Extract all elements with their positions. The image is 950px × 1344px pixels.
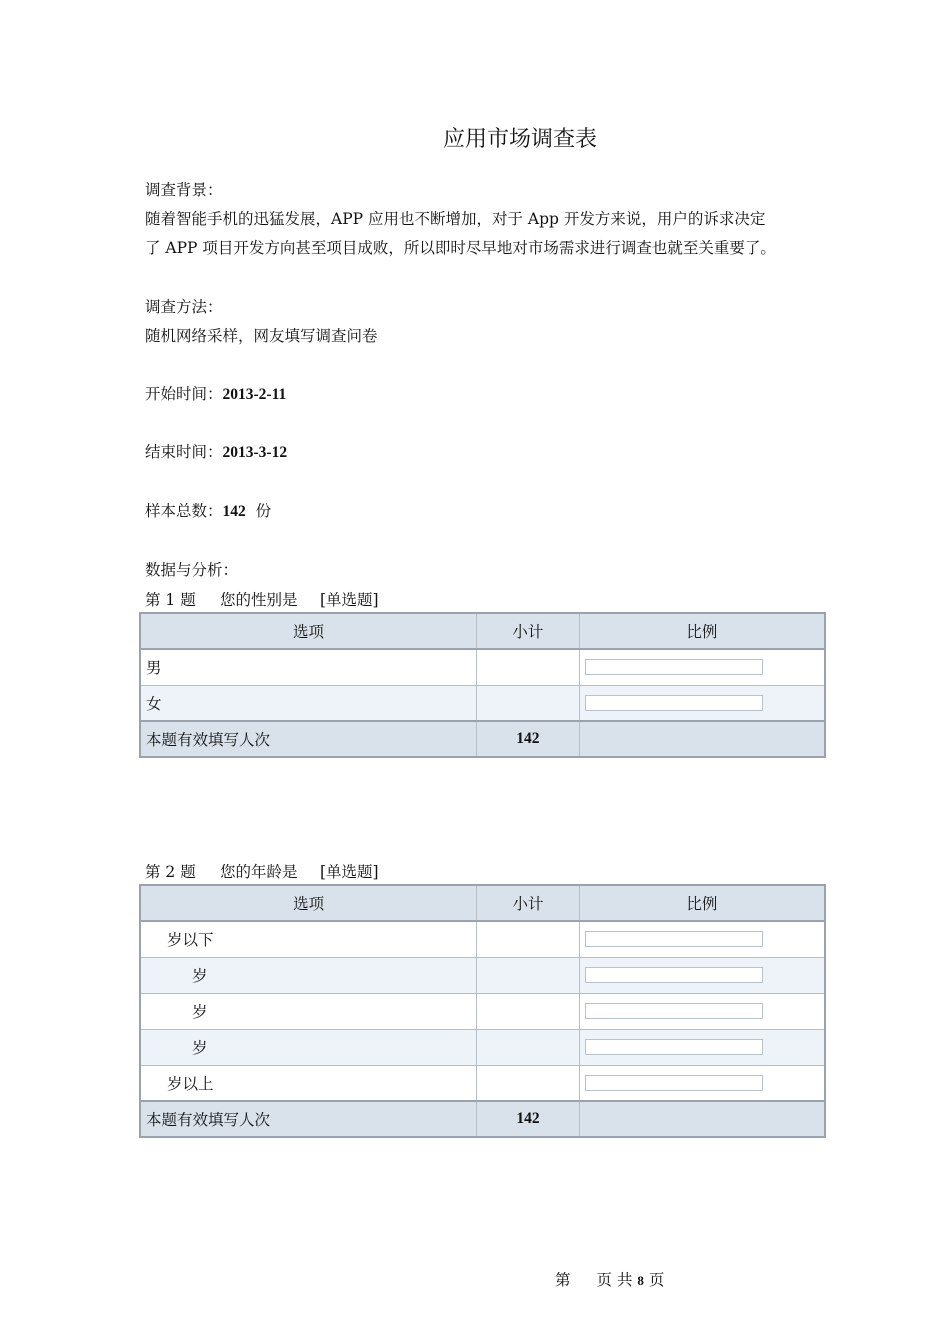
option-label: 岁	[140, 957, 477, 993]
ratio-cell	[579, 921, 825, 957]
ratio-cell	[579, 649, 825, 685]
table-row	[140, 1065, 825, 1101]
option-label: 岁以上	[140, 1065, 477, 1101]
option-label: 岁	[140, 1029, 477, 1065]
ratio-bar	[585, 1003, 763, 1019]
total-label: 本题有效填写人次	[140, 1101, 477, 1137]
question-1-text: 您的性别是	[220, 591, 298, 609]
start-time	[145, 380, 286, 409]
option-label: 男	[140, 649, 477, 685]
option-count	[477, 993, 580, 1029]
end-time-label: 结束时间：	[145, 443, 223, 461]
background-line-1: 随着智能手机的迅猛发展，APP 应用也不断增加，对于 App 开发方来说，用户的诉求决定	[145, 210, 766, 228]
option-label: 岁以下	[140, 921, 477, 957]
question-1-number: 第 1 题	[145, 591, 196, 609]
header-option: 选项	[140, 613, 477, 649]
page-title: 应用市场调查表	[442, 127, 597, 152]
table-row	[140, 685, 825, 721]
table-header-row	[140, 613, 825, 649]
start-time-label: 开始时间：	[145, 385, 223, 403]
header-ratio: 比例	[579, 885, 825, 921]
option-label: 女	[140, 685, 477, 721]
end-time-value: 2013-3-12	[222, 444, 288, 461]
ratio-bar	[585, 1039, 763, 1055]
header-ratio: 比例	[579, 613, 825, 649]
table-row	[140, 1029, 825, 1065]
option-label: 岁	[140, 993, 477, 1029]
analysis-label: 数据与分析：	[145, 561, 239, 579]
footer-middle: 页 共	[596, 1271, 633, 1289]
sample-total-unit: 份	[255, 502, 272, 520]
ratio-bar	[585, 931, 763, 947]
page-footer	[555, 1268, 664, 1290]
question-2-text: 您的年龄是	[220, 863, 298, 881]
sample-total-label: 样本总数：	[145, 502, 223, 520]
question-1-type: [单选题]	[320, 591, 379, 609]
background-line-2: 了 APP 项目开发方向甚至项目成败，所以即时尽早地对市场需求进行调查也就至关重要了。	[145, 239, 776, 257]
sample-total-value: 142	[222, 503, 246, 520]
header-count: 小计	[477, 613, 580, 649]
footer-prefix: 第	[555, 1271, 571, 1289]
method-section	[145, 293, 378, 351]
total-row	[140, 1101, 825, 1137]
option-count	[477, 649, 580, 685]
background-label: 调查背景：	[145, 181, 223, 199]
total-row	[140, 721, 825, 757]
ratio-bar	[585, 659, 763, 675]
question-2-header	[145, 860, 379, 882]
ratio-cell	[579, 993, 825, 1029]
ratio-bar	[585, 967, 763, 983]
method-text: 随机网络采样，网友填写调查问卷	[145, 327, 378, 345]
ratio-cell	[579, 957, 825, 993]
ratio-cell	[579, 685, 825, 721]
table-row	[140, 993, 825, 1029]
ratio-bar	[585, 695, 763, 711]
table-header-row	[140, 885, 825, 921]
option-count	[477, 685, 580, 721]
total-value: 142	[477, 1101, 580, 1137]
header-count: 小计	[477, 885, 580, 921]
question-2-type: [单选题]	[320, 863, 379, 881]
method-label: 调查方法：	[145, 298, 223, 316]
option-count	[477, 957, 580, 993]
option-count	[477, 921, 580, 957]
question-2-table	[139, 884, 826, 1138]
ratio-bar	[585, 1075, 763, 1091]
total-value: 142	[477, 721, 580, 757]
header-option: 选项	[140, 885, 477, 921]
table-row	[140, 957, 825, 993]
footer-total-pages: 8	[637, 1273, 644, 1288]
footer-suffix: 页	[648, 1271, 665, 1289]
sample-total	[145, 497, 271, 526]
ratio-cell	[579, 1029, 825, 1065]
option-count	[477, 1065, 580, 1101]
question-1-table	[139, 612, 826, 758]
start-time-value: 2013-2-11	[222, 386, 287, 403]
question-1-header	[145, 588, 379, 610]
option-count	[477, 1029, 580, 1065]
table-row	[140, 649, 825, 685]
question-2-number: 第 2 题	[145, 863, 196, 881]
background-section	[145, 176, 776, 263]
total-label: 本题有效填写人次	[140, 721, 477, 757]
end-time	[145, 438, 287, 467]
table-row	[140, 921, 825, 957]
ratio-cell	[579, 1065, 825, 1101]
